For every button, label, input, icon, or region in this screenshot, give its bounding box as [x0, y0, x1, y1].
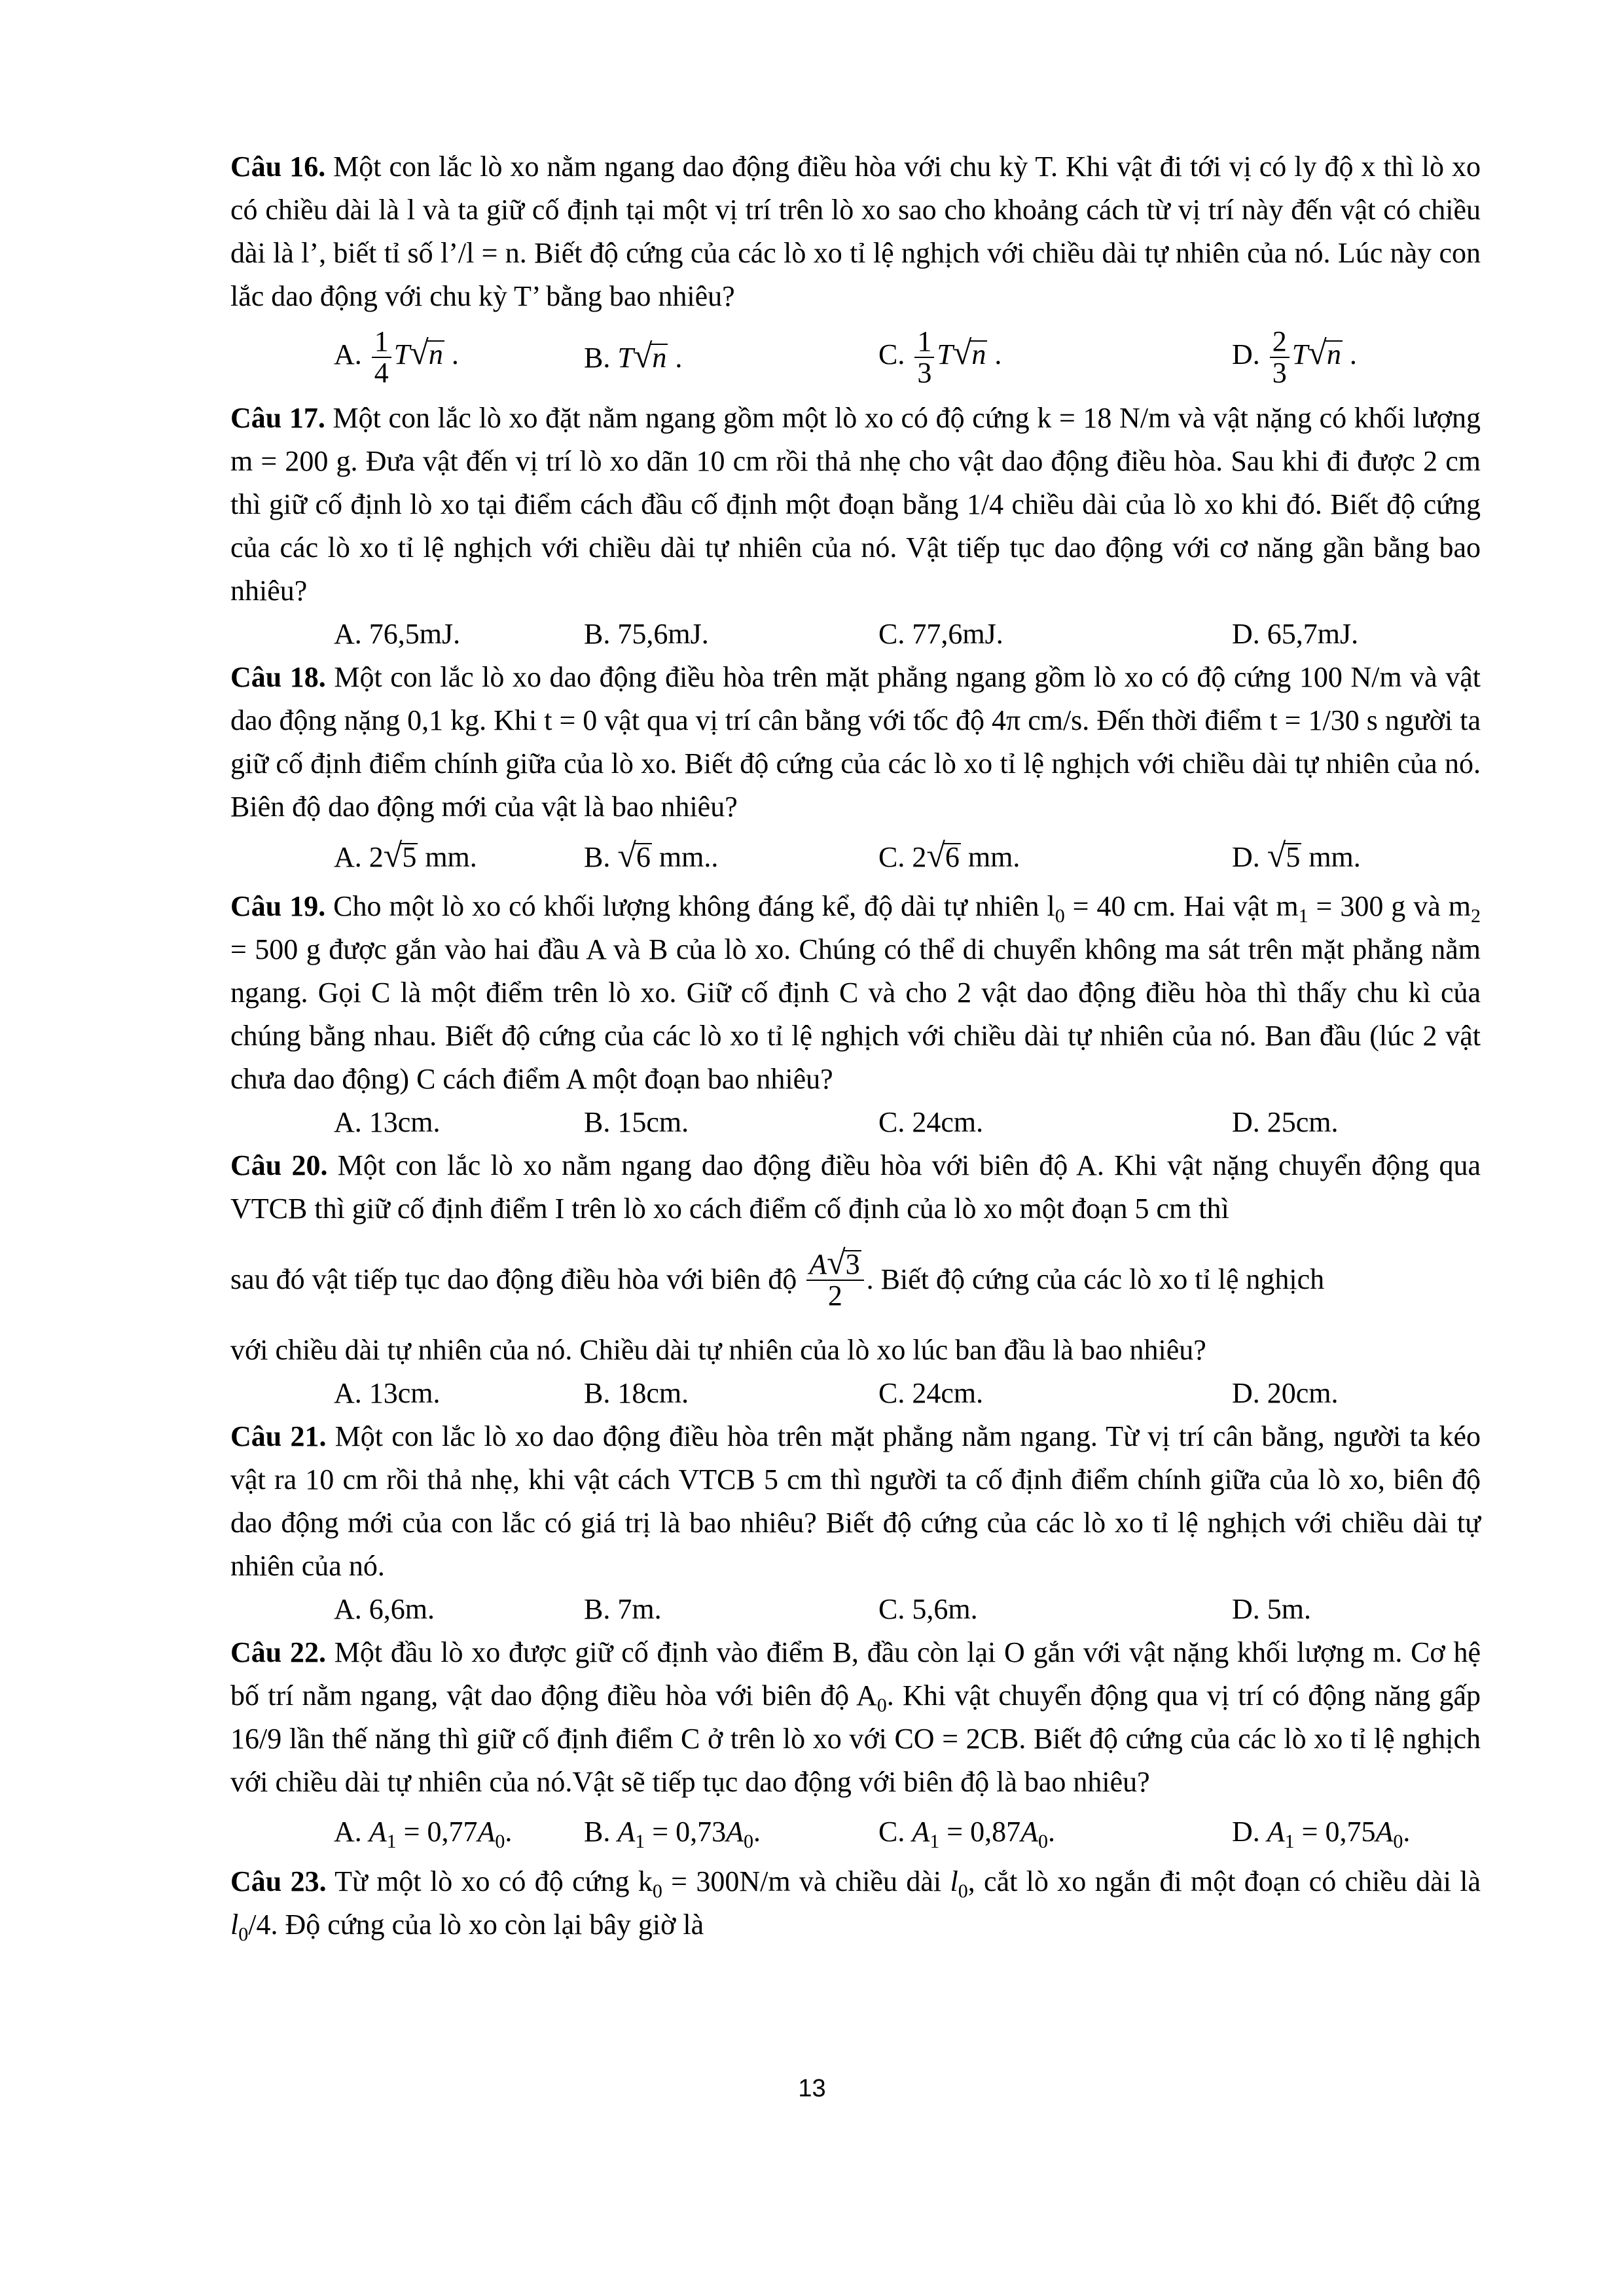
question-23 [230, 1860, 1481, 1946]
radicand: n [428, 338, 443, 371]
symbol-l: l [230, 1909, 239, 1941]
question-text: với chiều dài tự nhiên của nó. Chiều dài tự nhiên của lò xo lúc ban đầu là bao nhiêu? [230, 1334, 1206, 1366]
question-18 [230, 656, 1481, 829]
radicand: n [971, 338, 986, 371]
question-label: Câu 23. [230, 1865, 327, 1897]
question-20 [230, 1144, 1481, 1230]
radicand: 6 [945, 841, 960, 873]
subscript: 0 [958, 1880, 968, 1902]
question-text: . Khi vật chuyển động qua vị trí có động năng gấp 16/9 lần thế năng thì giữ cố định điểm C ở trên lò xo với CO = 2CB. Biết độ cứng của các lò xo tỉ lệ nghịch với chiều dài tự nhiên của nó.Vật sẽ tiếp tục dao động với biên độ là bao nhiêu? [230, 1679, 1481, 1798]
option-d: D. 5m. [1232, 1593, 1311, 1625]
subscript: 1 [1284, 1830, 1295, 1852]
option-b: B. 75,6mJ. [584, 618, 709, 650]
option-c: C. $A_1 = 0,87A_0$. [878, 1816, 1055, 1852]
sqrt-sign: √ [1308, 334, 1327, 372]
symbol-t: T [393, 338, 410, 371]
unit: mm. [960, 841, 1020, 873]
question-19-options [230, 1101, 1481, 1144]
symbol-a: A [912, 1816, 930, 1848]
question-label: Câu 20. [230, 1149, 328, 1181]
question-text: sau đó vật tiếp tục dao động điều hòa với biên độ [230, 1263, 804, 1295]
option-d: D. 25cm. [1232, 1106, 1339, 1138]
radicand: n [1326, 338, 1341, 371]
option-c: C. 24cm. [878, 1377, 984, 1409]
symbol-a: A [1020, 1816, 1038, 1848]
option-a: A. 6,6m. [334, 1593, 435, 1625]
fraction-numerator: 2 [1270, 327, 1290, 358]
question-text: , cắt lò xo ngắn đi một đoạn có chiều dài là [967, 1865, 1481, 1897]
subscript: 2 [1471, 905, 1481, 927]
equals-sign: = [1294, 1816, 1326, 1848]
question-22 [230, 1631, 1481, 1804]
option-d [1232, 834, 1481, 879]
option-a: A. 76,5mJ. [334, 618, 461, 650]
coefficient: 0,87 [970, 1816, 1021, 1848]
sqrt-sign: √ [633, 338, 653, 375]
question-text: Cho một lò xo có khối lượng không đáng kể, độ dài tự nhiên l [325, 890, 1055, 922]
equals-sign: = [396, 1816, 427, 1848]
option-c: C. $\frac{1}{3}$ T√n . [878, 325, 1002, 389]
fraction [372, 327, 391, 388]
subscript: 1 [386, 1830, 397, 1852]
question-text: = 300 g và m [1308, 890, 1471, 922]
sqrt-sign: √ [410, 334, 429, 372]
symbol-l: l [950, 1865, 958, 1897]
question-label: Câu 16. [230, 151, 326, 183]
sqrt-sign: √ [617, 837, 636, 874]
question-label: Câu 21. [230, 1420, 327, 1452]
coefficient: 2 [369, 841, 384, 873]
symbol-a: A [726, 1816, 744, 1848]
coefficient: 0,77 [427, 1816, 478, 1848]
page-number: 13 [798, 2075, 826, 2102]
option-b: B. 7m. [584, 1593, 662, 1625]
question-text: Một con lắc lò xo nằm ngang dao động điều hòa với biên độ A. Khi vật nặng chuyển động qua VTCB thì giữ cố định điểm I trên lò xo cách điểm cố định của lò xo một đoạn 5 cm thì [230, 1149, 1481, 1225]
fraction-numerator [806, 1244, 863, 1282]
page-content [230, 145, 1481, 1946]
unit: mm. [1301, 841, 1361, 873]
option-c: C. 24cm. [878, 1106, 984, 1138]
coefficient: 0,75 [1325, 1816, 1376, 1848]
sqrt-sign: √ [383, 837, 403, 874]
equals-sign: = [645, 1816, 676, 1848]
option-label: C. [878, 841, 905, 873]
unit: mm. [418, 841, 477, 873]
sqrt-sign: √ [926, 837, 945, 874]
option-d: D. $A_1 = 0,75A_0$. [1232, 1816, 1411, 1852]
subscript: 0 [1055, 905, 1065, 927]
question-20-tail [230, 1329, 1481, 1372]
subscript: 1 [1298, 905, 1308, 927]
symbol-a: A [809, 1248, 827, 1280]
fraction-denominator: 3 [1272, 357, 1287, 389]
question-text: Một đầu lò xo được giữ cố định vào điểm B, đầu còn lại O gắn với vật nặng khối lượng m. Cơ hệ bố trí nằm ngang, vật dao động điều hòa với biên độ A [230, 1636, 1481, 1712]
fraction [1270, 327, 1290, 388]
option-b: B. 18cm. [584, 1377, 689, 1409]
subscript: 0 [876, 1694, 887, 1716]
option-a: A. $A_1 = 0,77A_0$. [334, 1816, 513, 1852]
subscript: 0 [495, 1830, 505, 1852]
fraction-numerator: 1 [372, 327, 391, 358]
option-a: A. 13cm. [334, 1106, 441, 1138]
symbol-a: A [617, 1816, 636, 1848]
subscript: 0 [238, 1923, 249, 1945]
radicand: 5 [402, 841, 417, 873]
option-label: A. [334, 338, 362, 371]
subscript: 1 [635, 1830, 645, 1852]
subscript: 1 [929, 1830, 940, 1852]
question-label: Câu 18. [230, 661, 326, 693]
question-label: Câu 19. [230, 890, 326, 922]
question-text: = 500 g được gắn vào hai đầu A và B của lò xo. Chúng có thể di chuyển không ma sát trên mặt phẳng nằm ngang. Gọi C là một điểm trên lò xo. Giữ cố định C và cho 2 vật dao động điều hòa thì thấy chu kì của chúng bằng nhau. Biết độ cứng của các lò xo tỉ lệ nghịch với chiều dài tự nhiên của nó. Ban đầu (lúc 2 vật chưa dao động) C cách điểm A một đoạn bao nhiêu? [230, 933, 1481, 1095]
radicand: n [652, 342, 667, 374]
fraction-denominator: 4 [374, 357, 389, 389]
option-label: D. [1232, 841, 1260, 873]
option-b: B. 15cm. [584, 1106, 689, 1138]
fraction-numerator: 1 [914, 327, 934, 358]
subscript: 0 [652, 1880, 662, 1902]
question-text: Một con lắc lò xo dao động điều hòa trên mặt phẳng ngang gồm lò xo có độ cứng 100 N/m và vật dao động nặng 0,1 kg. Khi t = 0 vật qua vị trí cân bằng với tốc độ 4π cm/s. Đến thời điểm t = 1/30 s người ta giữ cố định điểm chính giữa của lò xo. Biết độ cứng của các lò xo tỉ lệ nghịch với chiều dài tự nhiên của nó. Biên độ dao động mới của vật là bao nhiêu? [230, 661, 1481, 823]
fraction [914, 327, 934, 388]
symbol-a: A [1375, 1816, 1394, 1848]
option-label: C. [878, 1816, 905, 1848]
option-a [230, 834, 584, 879]
symbol-t: T [937, 338, 953, 371]
option-b: B. T√n . [584, 338, 683, 375]
option-b: B. $A_1 = 0,73A_0$. [584, 1816, 761, 1852]
radicand: 3 [845, 1248, 860, 1280]
subscript: 0 [1393, 1830, 1403, 1852]
option-b [584, 834, 878, 879]
question-text: Một con lắc lò xo nằm ngang dao động điều hòa với chu kỳ T. Khi vật đi tới vị có ly độ x thì lò xo có chiều dài là l và ta giữ cố định tại một vị trí trên lò xo sao cho khoảng cách từ vị trí này đến vật có chiều dài là l’, biết tỉ số l’/l = n. Biết độ cứng của các lò xo tỉ lệ nghịch với chiều dài tự nhiên của nó. Lúc này con lắc dao động với chu kỳ T’ bằng bao nhiêu? [230, 151, 1481, 312]
question-label: Câu 17. [230, 402, 325, 434]
symbol-t: T [617, 342, 634, 374]
radicand: 5 [1286, 841, 1301, 873]
question-18-options [230, 829, 1481, 885]
subscript: 0 [743, 1830, 753, 1852]
question-17-options [230, 613, 1481, 656]
unit: mm.. [651, 841, 719, 873]
fraction [806, 1244, 863, 1312]
option-a: A. 13cm. [334, 1377, 441, 1409]
option-label: B. [584, 342, 611, 374]
question-20-fraction-line [230, 1230, 1481, 1329]
sqrt-sign: √ [952, 334, 972, 372]
question-16 [230, 145, 1481, 318]
option-label: D. [1232, 338, 1260, 371]
coefficient: 2 [912, 841, 927, 873]
option-a: A. $\frac{1}{4}$ T√n . [334, 325, 459, 389]
question-label: Câu 22. [230, 1636, 327, 1668]
option-c: C. 5,6m. [878, 1593, 978, 1625]
symbol-a: A [1267, 1816, 1285, 1848]
option-c: C. 77,6mJ. [878, 618, 1003, 650]
sqrt-sign: √ [1267, 837, 1286, 874]
equals-sign: = [939, 1816, 971, 1848]
option-label: A. [334, 1816, 362, 1848]
question-19 [230, 885, 1481, 1101]
option-label: D. [1232, 1816, 1260, 1848]
question-text: Một con lắc lò xo đặt nằm ngang gồm một lò xo có độ cứng k = 18 N/m và vật nặng có khối lượng m = 200 g. Đưa vật đến vị trí lò xo dãn 10 cm rồi thả nhẹ cho vật dao động điều hòa. Sau khi đi được 2 cm thì giữ cố định lò xo tại điểm cách đầu cố định một đoạn bằng 1/4 chiều dài của lò xo khi đó. Biết độ cứng của các lò xo tỉ lệ nghịch với chiều dài tự nhiên của nó. Vật tiếp tục dao động với cơ năng gần bằng bao nhiêu? [230, 402, 1481, 607]
option-label: B. [584, 841, 611, 873]
question-text: . Biết độ cứng của các lò xo tỉ lệ nghịch [866, 1263, 1325, 1295]
question-21-options [230, 1588, 1481, 1631]
question-text: /4. Độ cứng của lò xo còn lại bây giờ là [248, 1909, 704, 1941]
question-text: = 300N/m và chiều dài [662, 1865, 950, 1897]
symbol-a: A [477, 1816, 496, 1848]
fraction-denominator: 3 [917, 357, 932, 389]
question-text: Từ một lò xo có độ cứng k [326, 1865, 653, 1897]
coefficient: 0,73 [676, 1816, 727, 1848]
question-17 [230, 397, 1481, 613]
question-22-options [230, 1804, 1481, 1860]
sqrt-sign: √ [827, 1244, 846, 1282]
option-label: A. [334, 841, 362, 873]
question-text: = 40 cm. Hai vật m [1064, 890, 1299, 922]
option-d: D. 20cm. [1232, 1377, 1339, 1409]
option-label: B. [584, 1816, 611, 1848]
question-text: Một con lắc lò xo dao động điều hòa trên mặt phẳng nằm ngang. Từ vị trí cân bằng, người ta kéo vật ra 10 cm rồi thả nhẹ, khi vật cách VTCB 5 cm thì người ta cố định điểm chính giữa của lò xo, biên độ dao động mới của con lắc có giá trị là bao nhiêu? Biết độ cứng của các lò xo tỉ lệ nghịch với chiều dài tự nhiên của nó. [230, 1420, 1481, 1582]
symbol-t: T [1291, 338, 1308, 371]
question-16-options [230, 318, 1481, 397]
option-label: C. [878, 338, 905, 371]
option-c [878, 834, 1232, 879]
option-d: D. 65,7mJ. [1232, 618, 1359, 650]
radicand: 6 [636, 841, 651, 873]
subscript: 0 [1038, 1830, 1048, 1852]
symbol-a: A [369, 1816, 387, 1848]
fraction-denominator: 2 [827, 1280, 842, 1312]
option-d: D. $\frac{2}{3}$ T√n . [1232, 325, 1357, 389]
question-21 [230, 1415, 1481, 1588]
question-20-options [230, 1372, 1481, 1415]
